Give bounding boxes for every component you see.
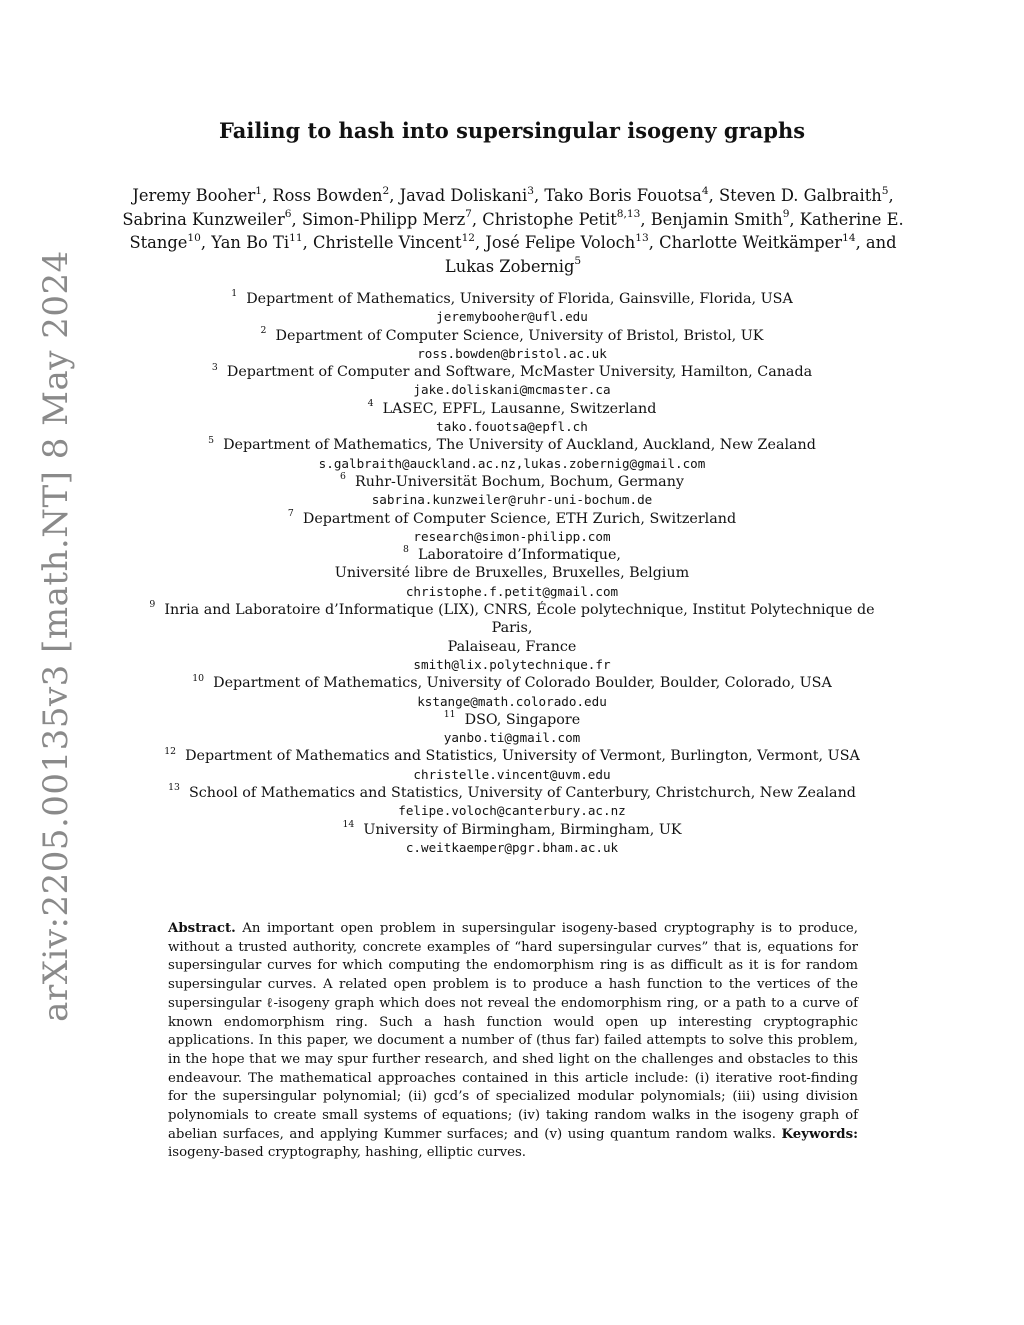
author: Jeremy Booher$^1$ [132,184,262,205]
affiliation: $^{10}$ Department of Mathematics, University of Colorado Boulder, Boulder, Colorado, USA kstange@math.colorado.edu [130,674,894,711]
email-address: research@simon-philipp.com [413,528,611,544]
abstract [168,920,858,1163]
email-address: kstange@math.colorado.edu [417,693,607,709]
affiliation: $^{12}$ Department of Mathematics and Statistics, University of Vermont, Burlington, Vermont, USA christelle.vincent@uvm.edu [130,747,894,784]
author: Charlotte Weitkämper$^{14}$ [659,231,856,252]
email-address: smith@lix.polytechnique.fr [413,656,611,672]
affiliation: $^9$ Inria and Laboratoire d’Informatique (LIX), CNRS, École polytechnique, Institut Polytechnique de Paris, Palaiseau, France smith@lix.polytechnique.fr [130,601,894,674]
author: Katherine E. Stange$^{10}$ [129,209,904,252]
keywords-label: Keywords: [781,1126,858,1142]
author-list: Jeremy Booher$^1$, Ross Bowden$^2$, Javad Doliskani$^3$, Tako Boris Fouotsa$^4$, Steven D. Galbraith$^5$, Sabrina Kunzweiler$^6$, Simon-Philipp Merz$^7$, Christophe Petit$^{8,13}$, Benjamin Smith$^9$, Katherine E. Stange$^{10}$, Yan Bo Ti$^{11}$, Christelle Vincent$^{12}$, José Felipe Voloch$^{13}$, Charlotte Weitkämper$^{14}$, and Lukas Zobernig$^5$ [122,184,904,276]
affiliation: $^4$ LASEC, EPFL, Lausanne, Switzerland tako.fouotsa@epfl.ch [130,400,894,437]
author: Tako Boris Fouotsa$^4$ [544,184,709,205]
author: Christelle Vincent$^{12}$ [312,231,476,252]
affiliation: $^{14}$ University of Birmingham, Birmingham, UK c.weitkaemper@pgr.bham.ac.uk [130,821,894,858]
abstract-text: An important open problem in supersingular isogeny-based cryptography is to produce, without a trusted authority, concrete examples of “hard supersingular curves” that is, equations for supersingular curves for which computing the endomorphism ring is as difficult as it is for random supersingular curves. A related open problem is to produce a hash function to the vertices of the supersingular ℓ-isogeny graph which does not reveal the endomorphism ring, or a path to a curve of known endomorphism ring. Such a hash function would open up interesting cryptographic applications. In this paper, we document a number of (thus far) failed attempts to solve this problem, in the hope that we may spur further research, and shed light on the challenges and obstacles to this endeavour. The mathematical approaches contained in this article include: (i) iterative root-finding for the supersingular polynomial; (ii) gcd’s of specialized modular polynomials; (iii) using division polynomials to create small systems of equations; (iv) taking random walks in the isogeny graph of abelian surfaces, and applying Kummer surfaces; and (v) using quantum random walks. [168,921,858,1142]
affiliation: $^2$ Department of Computer Science, University of Bristol, Bristol, UK ross.bowden@bristol.ac.uk [130,327,894,364]
authors-conjunction: and [865,233,897,252]
affiliation-list [130,290,894,857]
abstract-label: Abstract. [168,921,236,936]
affiliation: $^6$ Ruhr-Universität Bochum, Bochum, Germany sabrina.kunzweiler@ruhr-uni-bochum.de [130,473,894,510]
keywords-text: isogeny-based cryptography, hashing, elliptic curves. [168,1145,527,1161]
email-address: s.galbraith@auckland.ac.nz,lukas.zobernig@gmail.com [318,455,706,471]
author: Sabrina Kunzweiler$^6$ [122,208,292,229]
email-address: christelle.vincent@uvm.edu [413,766,611,782]
affiliation: $^8$ Laboratoire d’Informatique, Université libre de Bruxelles, Bruxelles, Belgium christophe.f.petit@gmail.com [130,546,894,601]
email-address: jeremybooher@ufl.edu [436,309,588,325]
email-address: felipe.voloch@canterbury.ac.nz [398,803,626,819]
arxiv-identifier: arXiv:2205.00135v3 [math.NT] 8 May 2024 [36,250,76,1022]
author: Javad Doliskani$^3$ [399,184,534,205]
email-address: sabrina.kunzweiler@ruhr-uni-bochum.de [371,492,653,508]
email-address: tako.fouotsa@epfl.ch [436,419,588,435]
affiliation: $^1$ Department of Mathematics, University of Florida, Gainsville, Florida, USA jeremybooher@ufl.edu [130,290,894,327]
author: Yan Bo Ti$^{11}$ [211,231,303,252]
author: Christophe Petit$^{8,13}$ [482,208,641,229]
affiliation: $^5$ Department of Mathematics, The University of Auckland, Auckland, New Zealand s.galbraith@auckland.ac.nz,lukas.zobernig@gmail.com [130,436,894,473]
author: Lukas Zobernig$^5$ [444,255,582,276]
email-address: yanbo.ti@gmail.com [443,730,581,746]
affiliation: $^{11}$ DSO, Singapore yanbo.ti@gmail.com [130,711,894,748]
author: Benjamin Smith$^9$ [650,208,790,229]
affiliation: $^3$ Department of Computer and Software, McMaster University, Hamilton, Canada jake.doliskani@mcmaster.ca [130,363,894,400]
email-address: c.weitkaemper@pgr.bham.ac.uk [405,839,619,855]
email-address: ross.bowden@bristol.ac.uk [417,345,607,361]
author: Steven D. Galbraith$^5$ [719,184,889,205]
paper-title: Failing to hash into supersingular isogeny graphs [218,118,806,143]
email-address: christophe.f.petit@gmail.com [405,583,619,599]
affiliation: $^{13}$ School of Mathematics and Statistics, University of Canterbury, Christchurch, New Zealand felipe.voloch@canterbury.ac.nz [130,784,894,821]
author: Simon-Philipp Merz$^7$ [301,208,472,229]
email-address: jake.doliskani@mcmaster.ca [413,382,611,398]
author: Ross Bowden$^2$ [272,184,390,205]
affiliation: $^7$ Department of Computer Science, ETH Zurich, Switzerland research@simon-philipp.com [130,510,894,547]
author: José Felipe Voloch$^{13}$ [485,231,649,252]
